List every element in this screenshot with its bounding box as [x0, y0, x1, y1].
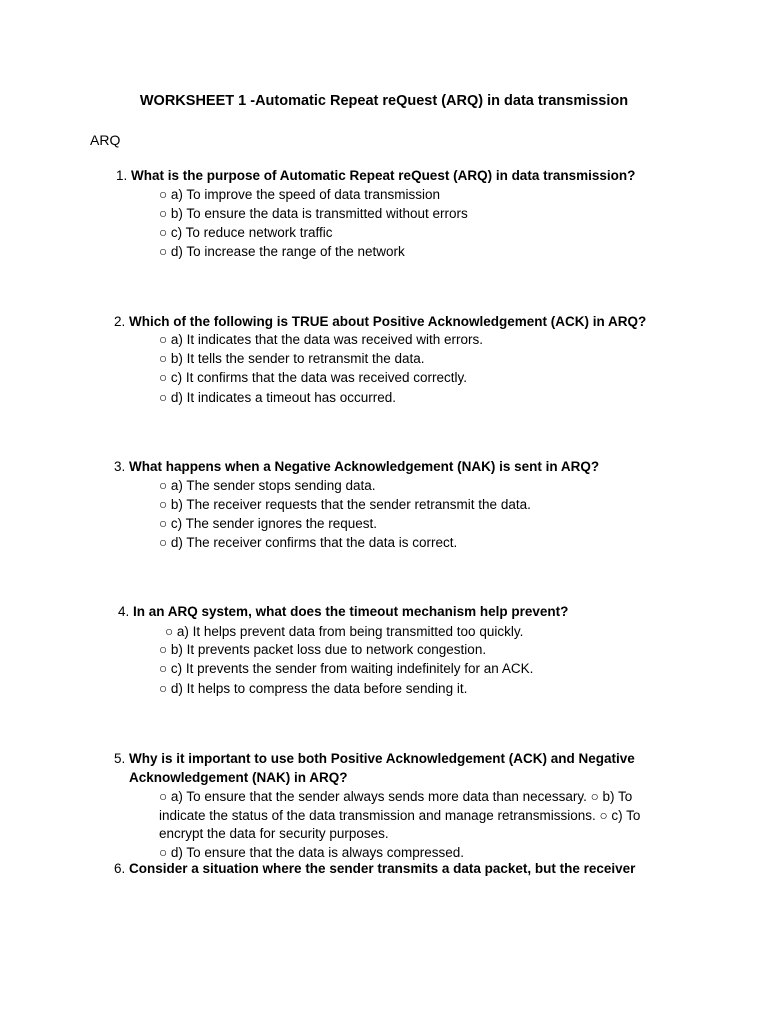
question-2-option-a: ○ a) It indicates that the data was received with errors. [159, 332, 484, 347]
worksheet-title: WORKSHEET 1 -Automatic Repeat reQuest (ARQ) in data transmission [139, 93, 629, 109]
question-5-option-d: ○ d) To ensure that the data is always compressed. [159, 845, 465, 861]
question-3-option-d: ○ d) The receiver confirms that the data is correct. [159, 535, 458, 550]
question-text: What happens when a Negative Acknowledgement (NAK) is sent in ARQ? [129, 459, 600, 474]
question-2-option-d: ○ d) It indicates a timeout has occurred. [159, 390, 397, 405]
question-number: 6. [114, 861, 126, 876]
question-4-option-d: ○ d) It helps to compress the data before sending it. [159, 681, 468, 696]
question-1 [116, 167, 635, 185]
section-heading: ARQ [90, 132, 121, 148]
question-text: In an ARQ system, what does the timeout mechanism help prevent? [133, 604, 569, 619]
question-1-option-a: ○ a) To improve the speed of data transmission [159, 187, 441, 202]
question-3-option-b: ○ b) The receiver requests that the sender retransmit the data. [159, 497, 531, 512]
question-2 [114, 313, 646, 331]
question-3 [114, 458, 599, 476]
question-text: Consider a situation where the sender transmits a data packet, but the receiver [129, 861, 636, 876]
question-3-option-a: ○ a) The sender stops sending data. [159, 478, 376, 493]
question-6 [114, 860, 635, 878]
question-4 [118, 603, 568, 621]
question-number: 1. [116, 168, 128, 183]
question-text: Which of the following is TRUE about Positive Acknowledgement (ACK) in ARQ? [129, 314, 647, 329]
question-number: 4. [118, 604, 130, 619]
question-1-option-c: ○ c) To reduce network traffic [159, 225, 333, 240]
question-5-number: 5. [114, 751, 126, 766]
question-4-option-b: ○ b) It prevents packet loss due to network congestion. [159, 642, 487, 657]
question-2-option-b: ○ b) It tells the sender to retransmit the data. [159, 351, 425, 366]
question-text: What is the purpose of Automatic Repeat reQuest (ARQ) in data transmission? [131, 168, 636, 183]
question-2-option-c: ○ c) It confirms that the data was received correctly. [159, 370, 468, 385]
question-5-options [159, 788, 659, 863]
question-1-option-d: ○ d) To increase the range of the network [159, 244, 405, 259]
question-3-option-c: ○ c) The sender ignores the request. [159, 516, 378, 531]
question-5-options-paragraph: ○ a) To ensure that the sender always sends more data than necessary. ○ b) To indicate the status of the data transmission and manage retransmissions. ○ c) To encrypt the data for security purposes. [159, 789, 641, 842]
question-5-text: Why is it important to use both Positive Acknowledgement (ACK) and Negative Acknowledgement (NAK) in ARQ? [129, 751, 635, 785]
question-1-option-b: ○ b) To ensure the data is transmitted without errors [159, 206, 468, 221]
question-4-option-c: ○ c) It prevents the sender from waiting indefinitely for an ACK. [159, 661, 534, 676]
question-4-option-a: ○ a) It helps prevent data from being transmitted too quickly. [165, 624, 524, 639]
question-number: 2. [114, 314, 126, 329]
question-number: 3. [114, 459, 126, 474]
